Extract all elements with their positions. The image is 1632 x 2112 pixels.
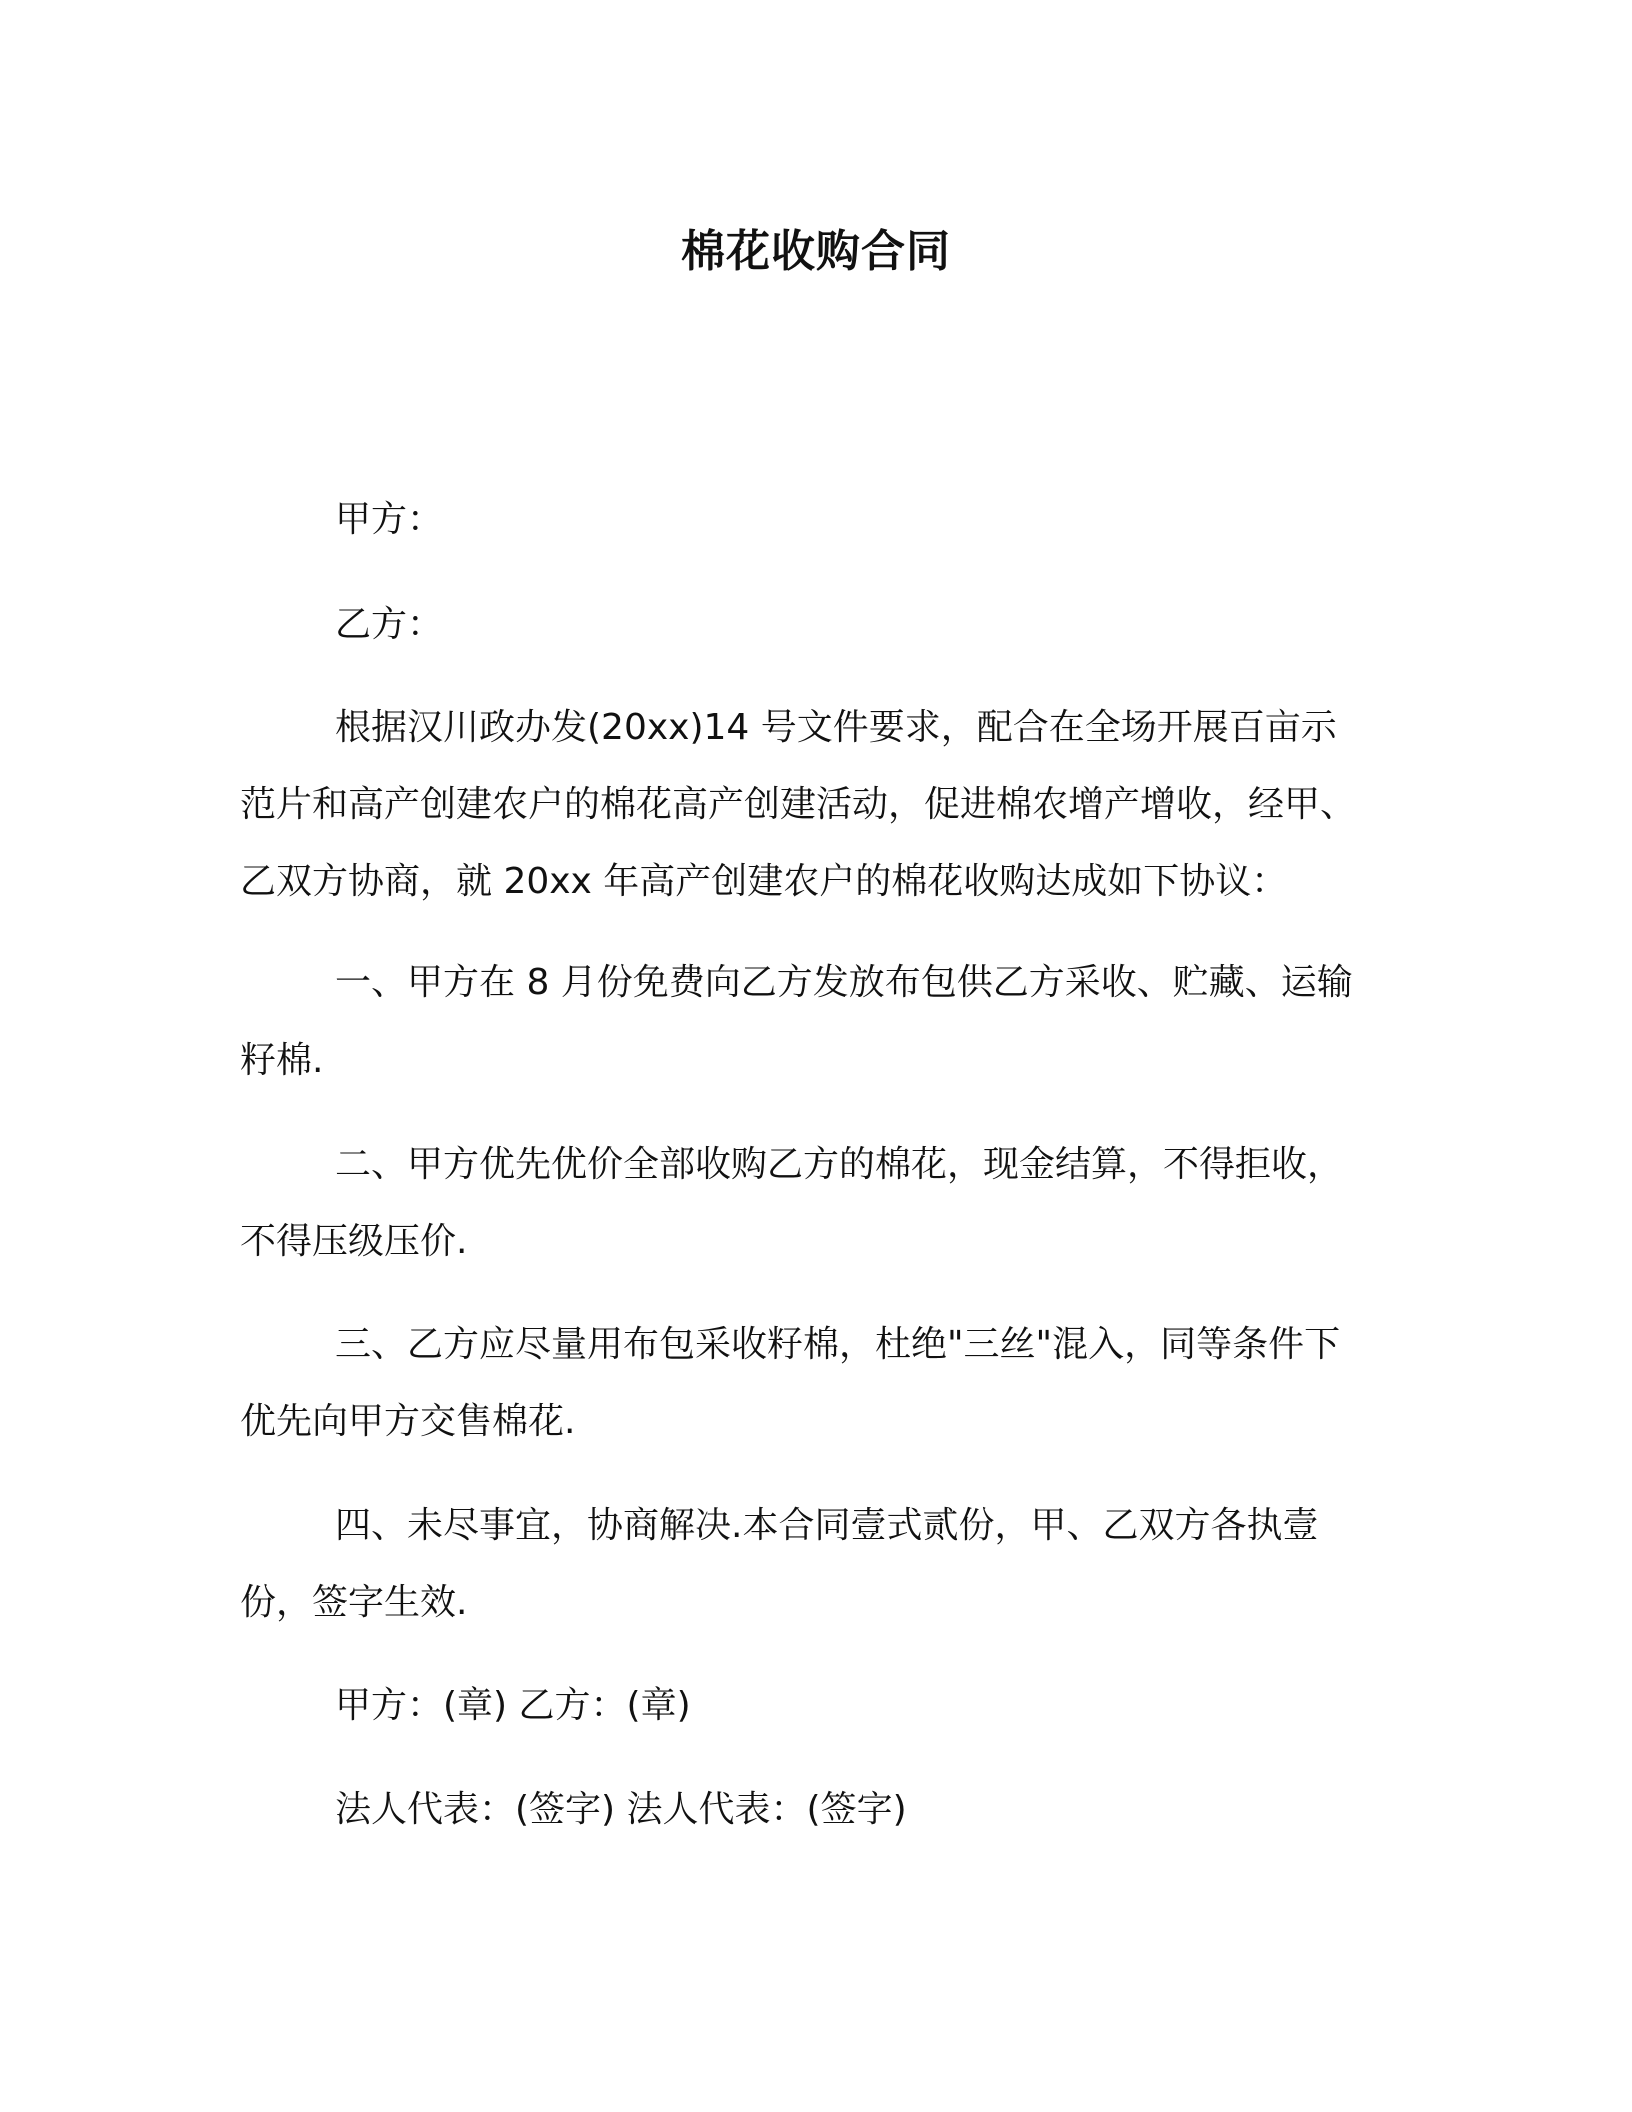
clause-4-line-1: 四、未尽事宜，协商解决.本合同壹式贰份，甲、乙双方各执壹	[335, 1505, 1319, 1546]
clause-3-line-2: 优先向甲方交售棉花.	[240, 1401, 576, 1442]
clause-3-line-1: 三、乙方应尽量用布包采收籽棉，杜绝"三丝"混入，同等条件下	[335, 1324, 1341, 1365]
clause-2-line-1: 二、甲方优先优价全部收购乙方的棉花，现金结算，不得拒收，	[335, 1144, 1344, 1185]
clause-4-line-2: 份，签字生效.	[240, 1582, 468, 1623]
intro-line-2: 范片和高产创建农户的棉花高产创建活动，促进棉农增产增收，经甲、	[240, 784, 1357, 825]
seal-line: 甲方：(章) 乙方：(章)	[335, 1685, 691, 1726]
signature-line: 法人代表：(签字) 法人代表：(签字)	[335, 1789, 907, 1830]
intro-line-3: 乙双方协商，就 20xx 年高产创建农户的棉花收购达成如下协议：	[240, 861, 1288, 902]
party-a-label: 甲方：	[335, 499, 444, 540]
document-title: 棉花收购合同	[681, 226, 951, 277]
clause-1-line-2: 籽棉.	[240, 1040, 324, 1081]
party-b-label: 乙方：	[335, 604, 444, 645]
clause-2-line-2: 不得压级压价.	[240, 1221, 468, 1262]
intro-line-1: 根据汉川政办发(20xx)14 号文件要求，配合在全场开展百亩示	[335, 707, 1337, 748]
clause-1-line-1: 一、甲方在 8 月份免费向乙方发放布包供乙方采收、贮藏、运输	[335, 962, 1353, 1003]
